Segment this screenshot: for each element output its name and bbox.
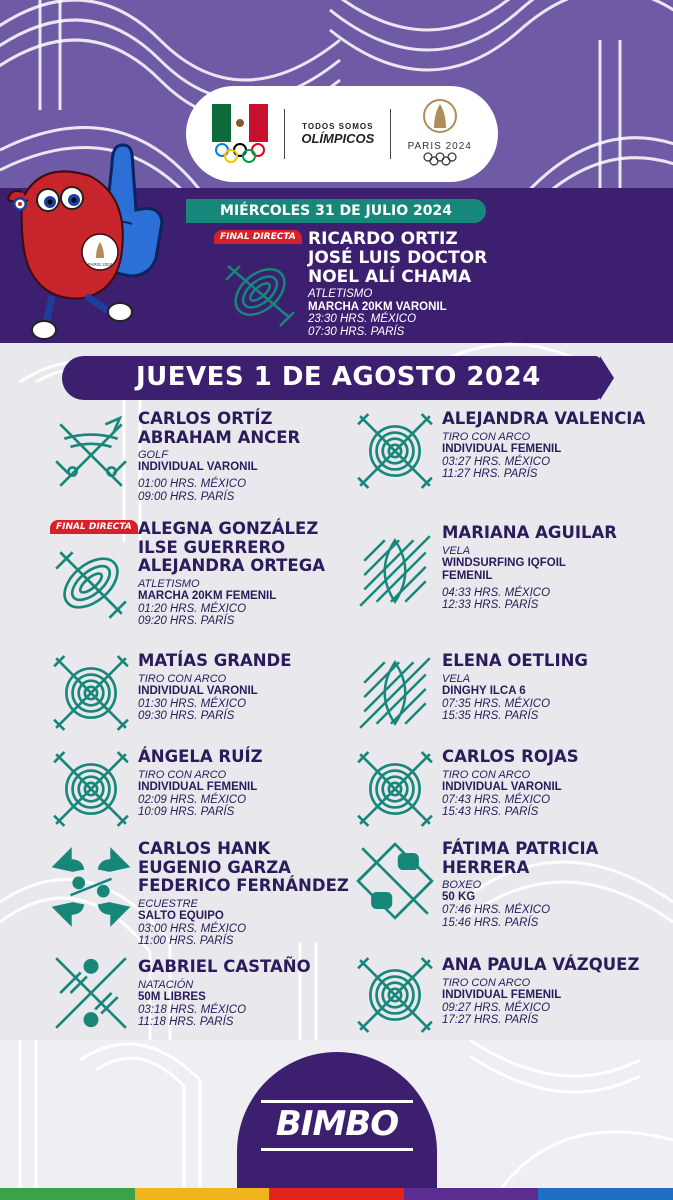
time-paris: 17:27 HRS. PARÍS: [442, 1014, 539, 1026]
athlete-name: RICARDO ORTIZ: [308, 229, 458, 249]
athlete-name: FEDERICO FERNÁNDEZ: [138, 876, 349, 895]
sponsor-name: BIMBO: [275, 1104, 399, 1144]
final-directa-badge: FINAL DIRECTA: [50, 520, 138, 534]
day-title: JUEVES 1 DE AGOSTO 2024: [136, 362, 541, 392]
archery-target-icon: [354, 748, 436, 830]
time-mexico: 01:30 HRS. MÉXICO: [138, 697, 247, 710]
time-mexico: 07:43 HRS. MÉXICO: [442, 793, 551, 806]
tsm-line1: TODOS SOMOS: [302, 122, 374, 131]
time-paris: 09:20 HRS. PARÍS: [138, 615, 235, 627]
athlete-name: ANA PAULA VÁZQUEZ: [442, 955, 640, 974]
mascot-badge-label: PARIS 2024: [87, 262, 113, 267]
time-mexico: 07:35 HRS. MÉXICO: [442, 697, 551, 710]
athlete-name: ABRAHAM ANCER: [138, 427, 301, 447]
sailing-icon: [354, 652, 436, 734]
time-paris: 09:00 HRS. PARÍS: [138, 490, 235, 503]
time-mexico: 01:00 HRS. MÉXICO: [138, 478, 247, 490]
athlete-name: ALEGNA GONZÁLEZ: [138, 519, 319, 538]
sailing-icon: [354, 530, 436, 612]
time-paris: 12:33 HRS. PARÍS: [442, 599, 539, 611]
divider: [390, 109, 391, 159]
event-label: MARCHA 20KM FEMENIL: [138, 589, 277, 602]
time-paris: 15:43 HRS. PARÍS: [442, 806, 539, 818]
olympic-rings-icon: [420, 152, 460, 166]
athlete-name: CARLOS ORTÍZ: [138, 409, 273, 428]
time-paris: 11:00 HRS. PARÍS: [138, 935, 234, 947]
athlete-name: CARLOS HANK: [138, 839, 271, 858]
time-mexico: 09:27 HRS. MÉXICO: [442, 1001, 551, 1014]
event-label: WINDSURFING IQFOIL: [442, 556, 566, 569]
athlete-name: MATÍAS GRANDE: [138, 651, 292, 670]
event-label: 50M LIBRES: [138, 990, 206, 1003]
sport-label: VELA: [442, 672, 471, 685]
sport-label: GOLF: [138, 449, 168, 461]
athlete-name: NOEL ALÍ CHAMA: [308, 267, 472, 287]
athlete-name: ALEJANDRA VALENCIA: [442, 409, 646, 428]
athlete-name: HERRERA: [442, 857, 530, 877]
sport-label: TIRO CON ARCO: [442, 976, 531, 989]
sport-label: ATLETISMO: [308, 288, 373, 300]
day-banner: [62, 356, 602, 400]
sport-label: ATLETISMO: [138, 577, 200, 590]
event-label: DINGHY ILCA 6: [442, 684, 526, 697]
swimming-icon: [50, 952, 132, 1034]
tsm-line2: OLÍMPICOS: [301, 131, 375, 146]
athlete-name: ELENA OETLING: [442, 651, 588, 670]
time-mexico: 01:20 HRS. MÉXICO: [138, 602, 247, 615]
event-label: INDIVIDUAL VARONIL: [442, 780, 562, 793]
sport-label: TIRO CON ARCO: [138, 672, 227, 685]
sport-label: NATACIÓN: [138, 978, 194, 991]
bimbo-logo: [237, 1052, 437, 1192]
featured-date: MIÉRCOLES 31 DE JULIO 2024: [186, 199, 486, 223]
time-paris: 07:30 HRS. PARÍS: [308, 325, 405, 338]
sport-label: TIRO CON ARCO: [442, 768, 531, 781]
paris-2024-label: PARIS 2024: [407, 140, 472, 152]
event-label: 50 KG: [442, 891, 476, 903]
event-label: MARCHA 20KM VARONIL: [308, 300, 447, 313]
mexico-flag-icon: [212, 104, 268, 142]
athlete-name: FÁTIMA PATRICIA: [442, 839, 599, 858]
athlete-name: ALEJANDRA ORTEGA: [138, 556, 326, 575]
athlete-name: EUGENIO GARZA: [138, 857, 291, 877]
time-mexico: 03:00 HRS. MÉXICO: [138, 922, 247, 935]
time-paris: 09:30 HRS. PARÍS: [138, 710, 235, 722]
sport-label: ECUESTRE: [138, 897, 198, 910]
event-label: INDIVIDUAL FEMENIL: [138, 780, 258, 793]
event-label: INDIVIDUAL FEMENIL: [442, 442, 562, 455]
athlete-name: MARIANA AGUILAR: [442, 523, 617, 542]
time-mexico: 03:18 HRS. MÉXICO: [138, 1003, 247, 1016]
sport-label: TIRO CON ARCO: [442, 430, 531, 443]
time-mexico: 07:46 HRS. MÉXICO: [442, 904, 551, 916]
archery-target-icon: [50, 748, 132, 830]
paris-flame-icon: [420, 98, 460, 134]
boxing-icon: [354, 840, 436, 922]
athlete-name: CARLOS ROJAS: [442, 747, 579, 766]
sport-label: BOXEO: [442, 879, 482, 891]
paris-2024-logo: [408, 98, 472, 171]
athlete-name: GABRIEL CASTAÑO: [138, 957, 311, 976]
athlete-name: ÁNGELA RUÍZ: [138, 747, 263, 766]
event-label: FEMENIL: [442, 569, 493, 582]
divider: [284, 109, 285, 159]
sport-label: TIRO CON ARCO: [138, 768, 227, 781]
athlete-name: JOSÉ LUIS DOCTOR: [308, 248, 488, 268]
time-paris: 15:46 HRS. PARÍS: [442, 916, 539, 929]
time-paris: 10:09 HRS. PARÍS: [138, 806, 235, 818]
featured-athletes: [308, 230, 487, 287]
mexico-olympic-logo: [212, 104, 268, 164]
event-label: SALTO EQUIPO: [138, 909, 224, 922]
final-directa-badge: FINAL DIRECTA: [214, 230, 302, 244]
phryge-mascot: [0, 140, 175, 350]
time-paris: 15:35 HRS. PARÍS: [442, 710, 539, 722]
athletics-track-icon: [50, 542, 132, 624]
archery-target-icon: [354, 954, 436, 1036]
archery-target-icon: [50, 652, 132, 734]
featured-event-info: [308, 288, 447, 338]
olympic-rings-icon: [213, 142, 267, 164]
equestrian-icon: [50, 846, 132, 928]
todos-somos-olimpicos-logo: [301, 122, 374, 146]
time-mexico: 03:27 HRS. MÉXICO: [442, 455, 551, 468]
event-label: INDIVIDUAL FEMENIL: [442, 988, 562, 1001]
time-mexico: 23:30 HRS. MÉXICO: [308, 313, 417, 325]
golf-icon: [50, 410, 132, 492]
archery-target-icon: [354, 410, 436, 492]
logo-bar: [186, 86, 498, 182]
athletics-track-icon: [220, 256, 298, 332]
time-paris: 11:27 HRS. PARÍS: [442, 468, 538, 480]
event-label: INDIVIDUAL VARONIL: [138, 684, 258, 697]
color-stripe: [0, 1188, 673, 1200]
event-label: INDIVIDUAL VARONIL: [138, 461, 258, 473]
time-mexico: 02:09 HRS. MÉXICO: [138, 793, 247, 806]
time-mexico: 04:33 HRS. MÉXICO: [442, 586, 551, 599]
time-paris: 11:18 HRS. PARÍS: [138, 1016, 234, 1028]
sport-label: VELA: [442, 544, 471, 557]
athlete-name: ILSE GUERRERO: [138, 537, 286, 557]
